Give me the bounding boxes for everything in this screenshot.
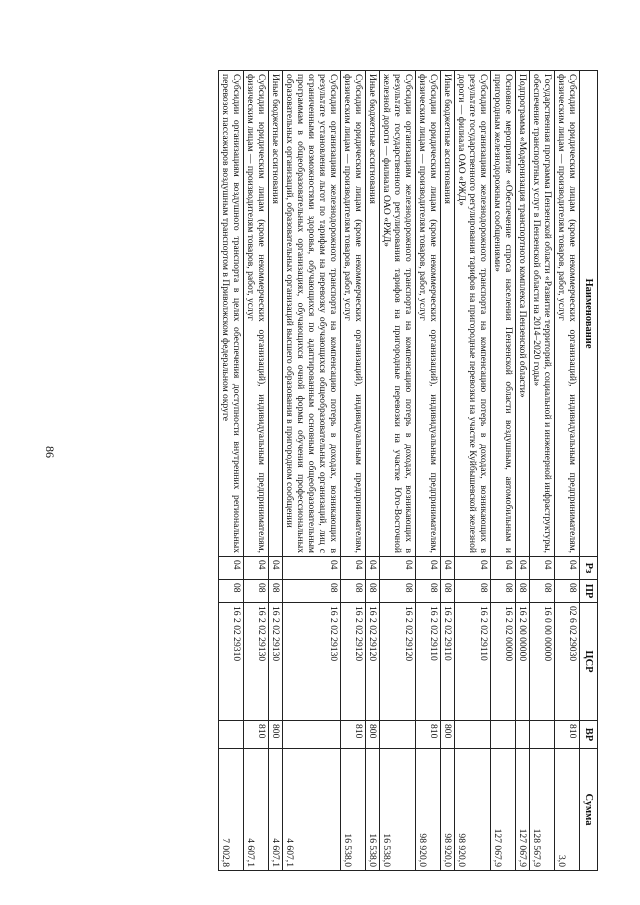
cell-pr: 08 (516, 580, 530, 603)
cell-pr: 08 (441, 580, 455, 603)
cell-vr: 810 (555, 721, 580, 749)
cell-rz: 04 (555, 557, 580, 580)
cell-vr: 810 (341, 721, 366, 749)
cell-vr (283, 721, 341, 749)
cell-csr: 16 2 02 29130 (283, 603, 341, 721)
cell-pr: 08 (269, 580, 283, 603)
cell-sum: 3,0 (555, 749, 580, 871)
cell-pr: 08 (283, 580, 341, 603)
cell-vr: 800 (441, 721, 455, 749)
cell-vr (491, 721, 516, 749)
cell-rz: 04 (441, 557, 455, 580)
cell-rz: 04 (516, 557, 530, 580)
cell-name: Субсидии организациям железнодорожного транспорта на компенсацию потерь в доходах, возникающих в результате государственного регулирования тарифов на пригородные перевозки на участке Куйбышевской железной дороги — филиала ОАО «РЖД» (455, 71, 491, 557)
cell-pr: 08 (491, 580, 516, 603)
header-sum: Сумма (580, 749, 598, 871)
cell-sum: 127 067,9 (516, 749, 530, 871)
cell-rz: 04 (455, 557, 491, 580)
cell-sum: 98 920,0 (455, 749, 491, 871)
cell-csr: 16 2 02 00000 (491, 603, 516, 721)
cell-rz: 04 (380, 557, 416, 580)
cell-rz: 04 (530, 557, 555, 580)
cell-vr (219, 721, 244, 749)
cell-pr: 08 (555, 580, 580, 603)
cell-csr: 16 0 00 00000 (530, 603, 555, 721)
cell-csr: 02 6 02 29030 (555, 603, 580, 721)
header-csr: ЦСР (580, 603, 598, 721)
cell-name: Субсидии организациям железнодорожного транспорта на компенсацию потерь в доходах, возникающих в результате государственного регулирования тарифов на пригородные перевозки на участке Юго-Восточной железной дороги — филиала ОАО «РЖД» (380, 71, 416, 557)
table-row (516, 71, 530, 871)
cell-pr: 08 (366, 580, 380, 603)
cell-sum: 98 920,0 (441, 749, 455, 871)
cell-name: Субсидии юридическим лицам (кроме некоммерческих организаций), индивидуальным предпринимателям, физическим лицам — производителям товаров, работ, услуг (244, 71, 269, 557)
cell-vr (455, 721, 491, 749)
cell-sum: 4 607,1 (269, 749, 283, 871)
cell-name: Субсидии организациям воздушного транспорта в целях обеспечения доступности внутренних региональных перевозок пассажиров воздушным транспортом в Приволжском федеральном округе (219, 71, 244, 557)
table-row (455, 71, 491, 871)
cell-name: Иные бюджетные ассигнования (441, 71, 455, 557)
table-row (416, 71, 441, 871)
budget-table (218, 70, 598, 871)
cell-sum: 4 607,1 (283, 749, 341, 871)
cell-csr: 16 2 02 29110 (455, 603, 491, 721)
cell-vr: 810 (416, 721, 441, 749)
header-pr: ПР (580, 580, 598, 603)
cell-sum: 98 920,0 (416, 749, 441, 871)
cell-csr: 16 2 02 29130 (244, 603, 269, 721)
cell-name: Иные бюджетные ассигнования (366, 71, 380, 557)
cell-pr: 08 (455, 580, 491, 603)
cell-name: Основное мероприятие «Обеспечение спроса населения Пензенской области воздушным, автомобильным и пригородным железнодорожным сообщениями» (491, 71, 516, 557)
table-row (491, 71, 516, 871)
header-rz: Рз (580, 557, 598, 580)
table-row (341, 71, 366, 871)
cell-csr: 16 2 02 29110 (416, 603, 441, 721)
cell-sum: 7 002,8 (219, 749, 244, 871)
header-vr: ВР (580, 721, 598, 749)
cell-pr: 08 (341, 580, 366, 603)
cell-rz: 04 (341, 557, 366, 580)
cell-name: Государственная программа Пензенской области «Развитие территорий, социальной и инженерной инфраструктуры, обеспечение транспортных услуг в Пензенской области на 2014–2020 годы» (530, 71, 555, 557)
cell-name: Субсидии юридическим лицам (кроме некоммерческих организаций), индивидуальным предпринимателям, физическим лицам — производителям товаров, работ, услуг (555, 71, 580, 557)
page-number: 86 (43, 446, 57, 458)
cell-sum: 16 538,0 (366, 749, 380, 871)
cell-pr: 08 (244, 580, 269, 603)
cell-csr: 16 2 02 29310 (219, 603, 244, 721)
table-row (380, 71, 416, 871)
cell-sum: 128 567,9 (530, 749, 555, 871)
table-row (555, 71, 580, 871)
table-row (219, 71, 244, 871)
cell-sum: 127 067,9 (491, 749, 516, 871)
cell-rz: 04 (416, 557, 441, 580)
cell-pr: 08 (380, 580, 416, 603)
cell-name: Подпрограмма «Модернизация транспортного комплекса Пензенской области» (516, 71, 530, 557)
cell-rz: 04 (269, 557, 283, 580)
cell-name: Субсидии юридическим лицам (кроме некоммерческих организаций), индивидуальным предпринимателям, физическим лицам — производителям товаров, работ, услуг (341, 71, 366, 557)
table-row (530, 71, 555, 871)
cell-sum: 4 607,1 (244, 749, 269, 871)
cell-vr (380, 721, 416, 749)
cell-vr (516, 721, 530, 749)
cell-rz: 04 (219, 557, 244, 580)
table-row (283, 71, 341, 871)
cell-name: Иные бюджетные ассигнования (269, 71, 283, 557)
table-row (441, 71, 455, 871)
cell-csr: 16 2 02 29120 (366, 603, 380, 721)
rotated-page-content (78, 70, 598, 870)
cell-vr (530, 721, 555, 749)
table-row (366, 71, 380, 871)
cell-pr: 08 (416, 580, 441, 603)
cell-rz: 04 (366, 557, 380, 580)
cell-vr: 800 (366, 721, 380, 749)
table-header-row (580, 71, 598, 871)
cell-vr: 810 (244, 721, 269, 749)
cell-name: Субсидии юридическим лицам (кроме некоммерческих организаций), индивидуальным предпринимателям, физическим лицам — производителям товаров, работ, услуг (416, 71, 441, 557)
cell-name: Субсидии организациям железнодорожного транспорта на компенсацию потерь в доходах, возникающих в результате установления льгот по тарифам на перевозку обучающихся общеобразовательных организаций, лиц с ограниченными возможностями здоровья, обучающихся по адаптированным основным общеобразовательным программам в общеобразовательных организациях, обучающихся очной формы обучения профессиональных образовательных организаций, образовательных организаций высшего образования в пригородном сообщении (283, 71, 341, 557)
cell-csr: 16 2 02 29120 (341, 603, 366, 721)
cell-csr: 16 2 02 29110 (441, 603, 455, 721)
cell-rz: 04 (244, 557, 269, 580)
cell-csr: 16 2 02 29130 (269, 603, 283, 721)
cell-sum: 16 538,0 (341, 749, 366, 871)
cell-rz: 04 (491, 557, 516, 580)
header-name: Наименование (580, 71, 598, 557)
cell-csr: 16 2 02 29120 (380, 603, 416, 721)
cell-pr: 08 (219, 580, 244, 603)
cell-pr: 08 (530, 580, 555, 603)
cell-rz: 04 (283, 557, 341, 580)
table-row (244, 71, 269, 871)
cell-csr: 16 2 00 00000 (516, 603, 530, 721)
cell-sum: 16 538,0 (380, 749, 416, 871)
table-row (269, 71, 283, 871)
cell-vr: 800 (269, 721, 283, 749)
